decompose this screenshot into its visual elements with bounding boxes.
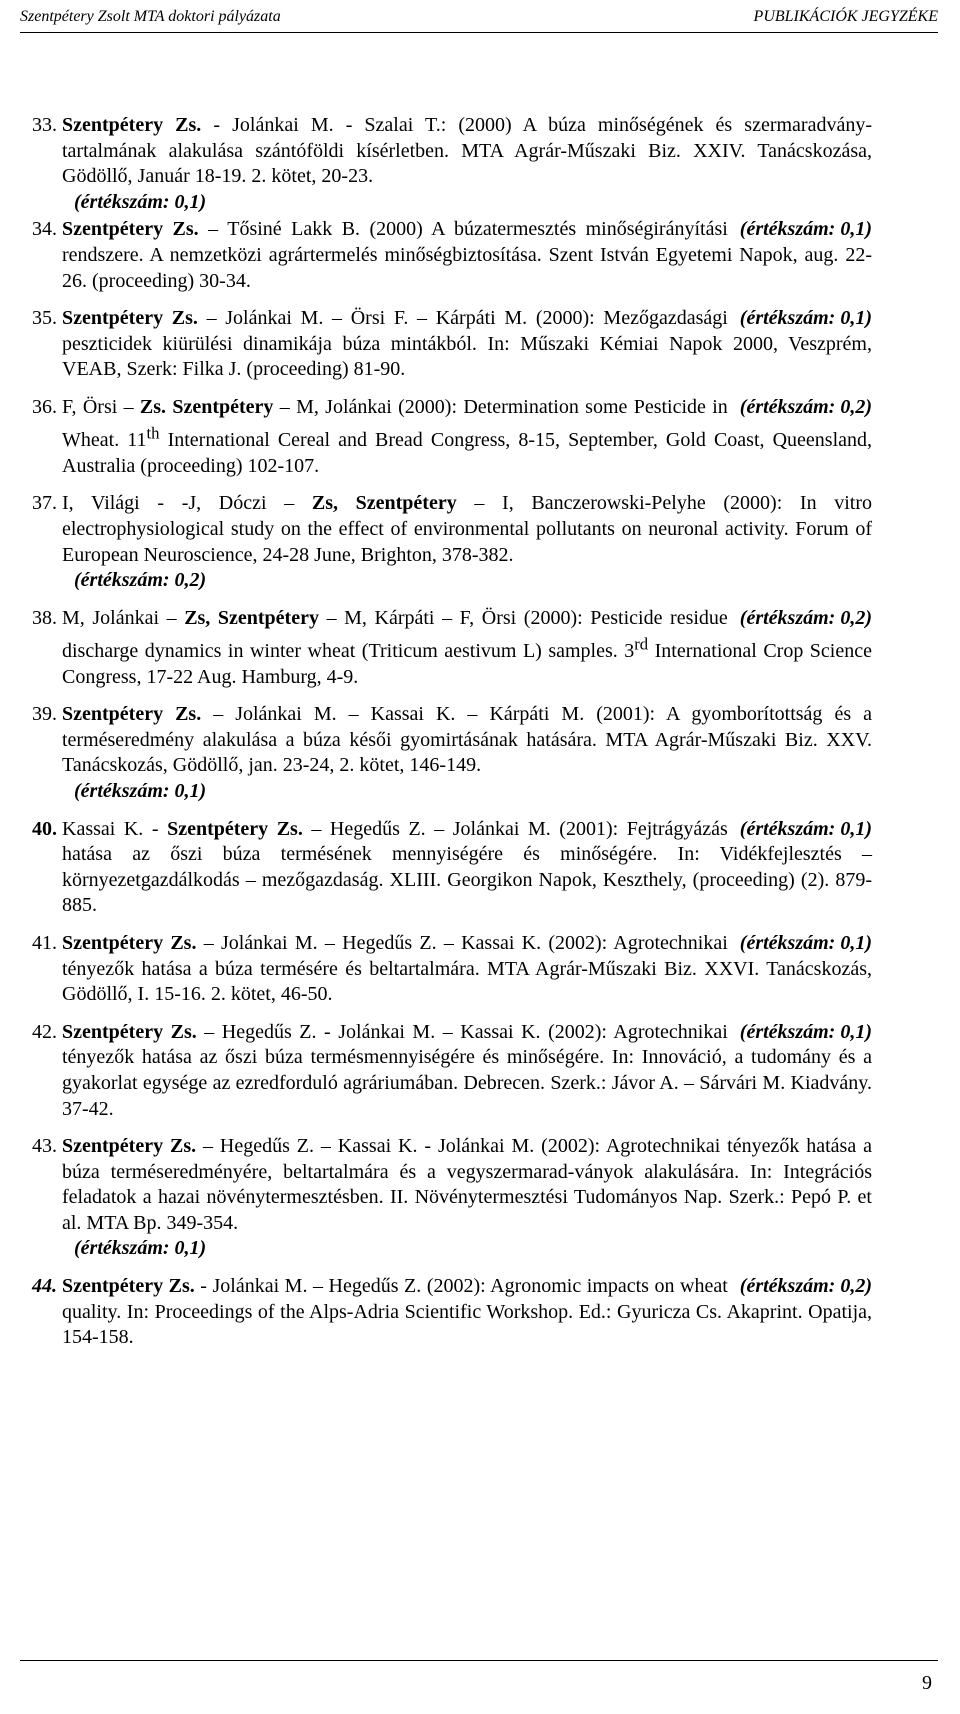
publication-entry [32,306,872,383]
entry-number: 43. [32,1135,57,1158]
publication-entry [32,1020,872,1122]
entry-number: 41. [32,931,57,954]
entry-citation: Szentpétery Zs. - Jolánkai M. – Hegedűs Z. (2002): Agronomic impacts on wheat quality. In: Proceedings of the Alps-Adria Scientific Workshop. Ed.: Gyuricza Cs. Akaprint. Opatija, 154-158. [62,1275,872,1349]
entry-citation: Szentpétery Zs. – Jolánkai M. – Hegedűs Z. – Kassai K. (2002): Agrotechnikai tényezők hatása a búza termésére és beltartalmára. MTA Agrár-Műszaki Biz. XXVI. Tanácskozás, Gödöllő, I. 15-16. 2. kötet, 46-50. [62,931,872,1006]
entry-score: (értékszám: 0,1) [74,1237,207,1260]
entry-score: (értékszám: 0,1) [739,218,872,241]
header-right-title: PUBLIKÁCIÓK JEGYZÉKE [753,8,938,25]
entry-number: 39. [32,703,57,726]
publication-entry [32,702,872,804]
entry-number: 37. [32,492,57,515]
publication-entry [32,1274,872,1351]
publication-entry [32,217,872,294]
entry-citation: I, Világi - -J, Dóczi – Zs, Szentpétery – I, Banczerowski-Pelyhe (2000): In vitro electrophysiological study on the effect of environmental pollutants on neuronal activity. Forum of European Neuroscience, 24-28 June, Brighton, 378-382. [62,492,873,566]
entry-score: (értékszám: 0,1) [739,1020,872,1043]
entry-citation: Szentpétery Zs. – Tősiné Lakk B. (2000) A búzatermesztés minőségirányítási rendszere. A nemzetközi agrártermelés minőségbiztosítása. Szent István Egyetemi Napok, aug. 22-26. (proceeding) 30-34. [62,218,872,292]
entry-number: 44. [32,1275,57,1298]
entry-number: 34. [32,218,57,241]
entry-score: (értékszám: 0,2) [739,1275,872,1298]
page-header [20,8,938,33]
entry-citation: M, Jolánkai – Zs, Szentpétery – M, Kárpáti – F, Örsi (2000): Pesticide residue discharge dynamics in winter wheat (Triticum aestivum L) samples. 3rd International Crop Science Congress, 17-22 Aug. Hamburg, 4-9. [62,606,872,688]
publication-list [32,113,872,1351]
entry-score: (értékszám: 0,1) [739,307,872,330]
publication-entry [32,113,872,215]
header-left-title: Szentpétery Zsolt MTA doktori pályázata [20,8,281,25]
publication-entry [32,606,872,690]
entry-score: (értékszám: 0,2) [739,395,872,418]
entry-score: (értékszám: 0,2) [74,569,207,592]
entry-number: 42. [32,1020,57,1043]
entry-score: (értékszám: 0,1) [74,190,207,213]
publication-entry [32,395,872,479]
page-number: 9 [922,1672,932,1694]
entry-citation: Kassai K. - Szentpétery Zs. – Hegedűs Z. – Jolánkai M. (2001): Fejtrágyázás hatása az őszi búza termésének mennyiségére és minőségére. In: Vidékfejlesztés – környezetgazdálkodás – mezőgazdaság. XLIII. Georgikon Napok, Keszthely, (proceeding) (2). 879-885. [62,817,872,917]
entry-citation: Szentpétery Zs. – Jolánkai M. – Örsi F. – Kárpáti M. (2000): Mezőgazdasági peszticidek kiürülési dinamikája búza mintákból. In: Műszaki Kémiai Napok 2000, Veszprém, VEAB, Szerk: Filka J. (proceeding) 81-90. [62,307,872,381]
entry-citation: Szentpétery Zs. – Jolánkai M. – Kassai K. – Kárpáti M. (2001): A gyomborítottság és a terméseredmény alakulása a búza késői gyomirtásának hatására. MTA Agrár-Műszaki Biz. XXV. Tanácskozás, Gödöllő, jan. 23-24, 2. kötet, 146-149. [62,703,872,777]
entry-score: (értékszám: 0,1) [74,779,207,802]
entry-score: (értékszám: 0,1) [739,931,872,954]
entry-citation: Szentpétery Zs. – Hegedűs Z. - Jolánkai M. – Kassai K. (2002): Agrotechnikai tényezők hatása az őszi búza termésmennyiségére és minőségére. In: Innováció, a tudomány és a gyakorlat egysége az ezredforduló agráriumában. Debrecen. Szerk.: Jávor A. – Sárvári M. Kiadvány. 37-42. [62,1020,872,1120]
entry-citation: Szentpétery Zs. – Hegedűs Z. – Kassai K. - Jolánkai M. (2002): Agrotechnikai tényezők hatása a búza terméseredményére, beltartalmára és a vegyszermarad-ványok alakulására. In: Integrációs feladatok a hazai növénytermesztésben. II. Növénytermesztési Tudományos Nap. Szerk.: Pepó P. et al. MTA Bp. 349-354. [62,1135,872,1234]
publication-entry [32,817,872,919]
entry-score: (értékszám: 0,1) [739,817,872,840]
entry-number: 36. [32,395,57,418]
publication-entry [32,1134,872,1262]
entry-score: (értékszám: 0,2) [739,606,872,629]
publication-entry [32,931,872,1008]
entry-number: 38. [32,606,57,629]
entry-number: 40. [32,817,57,840]
entry-number: 35. [32,307,57,330]
entry-citation: Szentpétery Zs. - Jolánkai M. - Szalai T.: (2000) A búza minőségének és szermaradvány-tartalmának alakulása szántóföldi kísérletben. MTA Agrár-Műszaki Biz. XXIV. Tanácskozása, Gödöllő, Január 18-19. 2. kötet, 20-23. [62,114,872,188]
publication-entry [32,491,872,593]
entry-citation: F, Örsi – Zs. Szentpétery – M, Jolánkai (2000): Determination some Pesticide in Wheat. 11th International Cereal and Bread Congress, 8-15, September, Gold Coast, Queensland, Australia (proceeding) 102-107. [62,395,873,477]
footer-rule [20,1660,938,1661]
entry-number: 33. [32,114,57,136]
